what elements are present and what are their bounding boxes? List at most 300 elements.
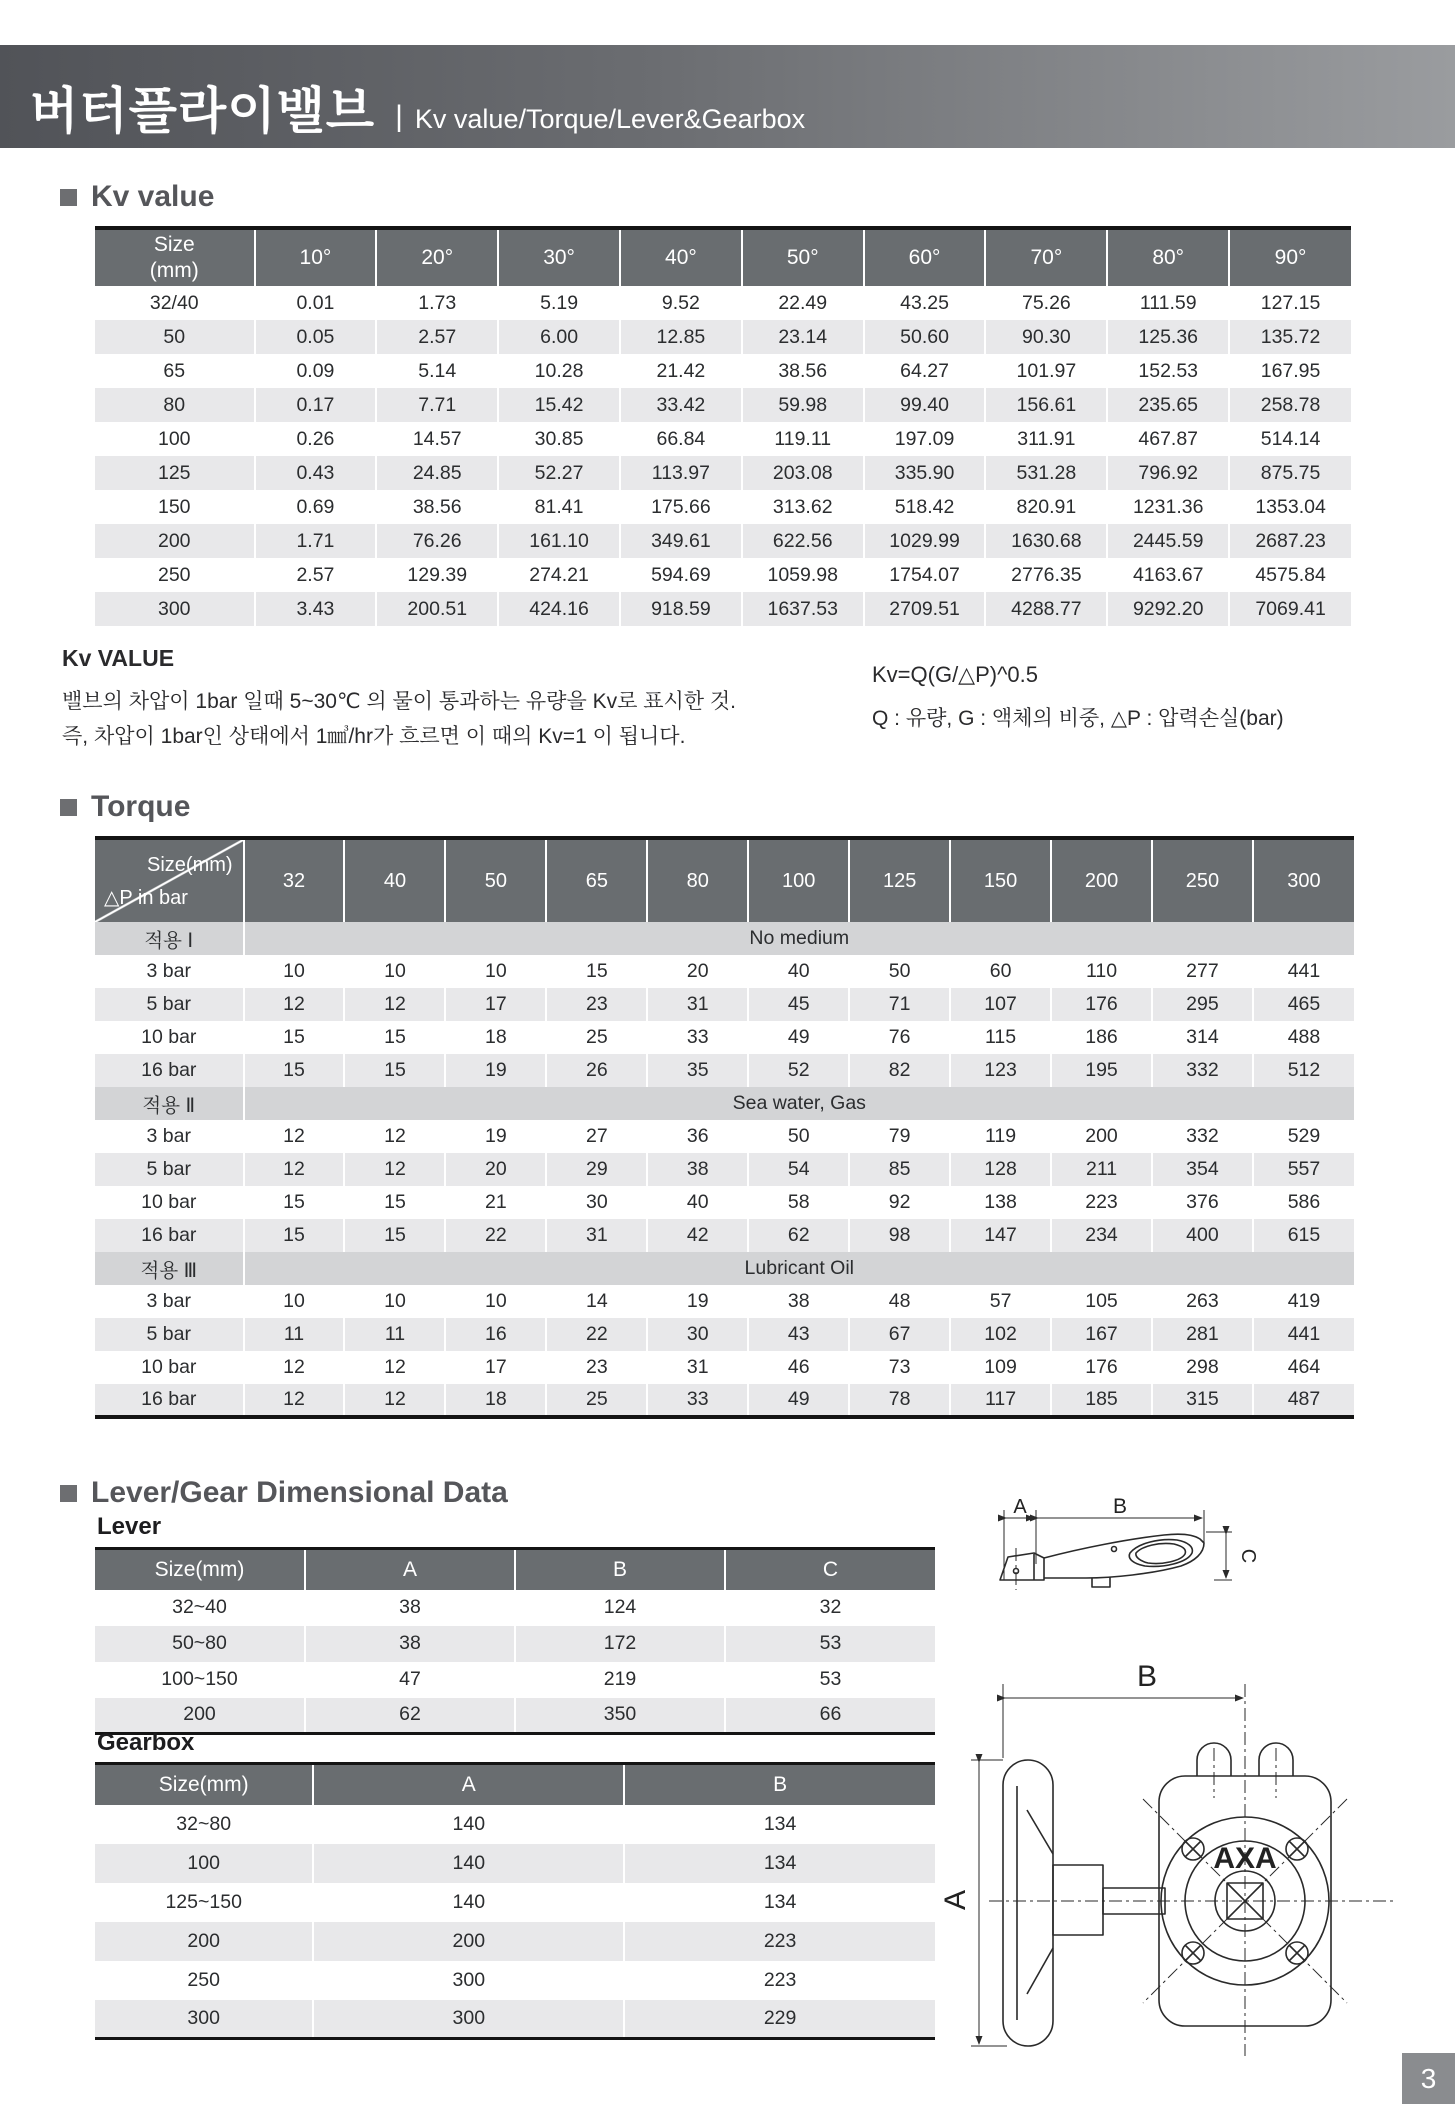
kv-header-cell: 60° [864, 228, 986, 286]
kv-size-cell: 150 [157, 495, 191, 518]
kv-value-cell: 4575.84 [1229, 558, 1351, 592]
torque-pressure-label-cell: 10 bar [141, 1191, 197, 1213]
kv-value-cell: 0.17 [255, 388, 377, 422]
dim-size-cell: 200 [95, 1698, 305, 1734]
torque-value-cell: 12 [344, 1384, 445, 1417]
table-row [95, 1186, 1354, 1219]
torque-value-cell: 23 [546, 1351, 647, 1384]
kv-size-cell: 65 [163, 359, 186, 382]
torque-size-header-cell: 65 [546, 838, 647, 922]
dim-size-cell: 50~80 [95, 1626, 305, 1662]
torque-value-cell: 79 [849, 1120, 950, 1153]
table-row [95, 1626, 935, 1662]
table-row [95, 1805, 935, 1844]
kv-value-cell: 81.41 [498, 490, 620, 524]
kv-value-cell: 2776.35 [985, 558, 1107, 592]
torque-value-cell: 58 [748, 1186, 849, 1219]
torque-value-cell: 76 [849, 1021, 950, 1054]
dim-value-cell: 140 [313, 1805, 624, 1844]
torque-value-cell: 15 [344, 1186, 445, 1219]
gearbox-drawing [939, 1658, 1425, 2063]
torque-value-cell: 45 [748, 988, 849, 1021]
torque-value-cell: 22 [445, 1219, 546, 1252]
table-row [95, 1883, 935, 1922]
dim-value-cell: 134 [624, 1844, 935, 1883]
torque-value-cell: 12 [244, 1351, 345, 1384]
table-row [95, 388, 1351, 422]
torque-value-cell: 488 [1253, 1021, 1354, 1054]
kv-value-cell: 424.16 [498, 592, 620, 626]
torque-value-cell: 25 [546, 1384, 647, 1417]
torque-value-cell: 185 [1051, 1384, 1152, 1417]
table-row [95, 1922, 935, 1961]
lever-table-container [95, 1547, 935, 1735]
torque-value-cell: 26 [546, 1054, 647, 1087]
torque-value-cell: 82 [849, 1054, 950, 1087]
gearbox-table-container [95, 1762, 935, 2040]
page-number-badge [1402, 2053, 1455, 2104]
gearbox-table-body [95, 1805, 935, 2039]
lever-table [95, 1547, 935, 1735]
kv-header-cell: Size (mm) [95, 228, 255, 286]
torque-value-cell: 277 [1152, 955, 1253, 988]
lever-table-body [95, 1590, 935, 1734]
torque-value-cell: 17 [445, 1351, 546, 1384]
kv-section-title-text: Kv value [91, 180, 215, 213]
lever-label: Lever [97, 1513, 162, 1540]
dim-value-cell: 53 [725, 1626, 935, 1662]
dim-size-cell: 250 [187, 1968, 220, 1991]
kv-value-cell: 14.57 [376, 422, 498, 456]
kv-table [95, 226, 1351, 626]
dim-value-cell: 134 [624, 1805, 935, 1844]
torque-value-cell: 12 [244, 1384, 345, 1417]
torque-value-cell: 12 [344, 1120, 445, 1153]
torque-value-cell: 33 [647, 1384, 748, 1417]
kv-value-cell: 1630.68 [985, 524, 1107, 558]
table-row [95, 1384, 1354, 1417]
torque-value-cell: 12 [244, 988, 345, 1021]
torque-pressure-label-cell: 16 bar [95, 1054, 244, 1087]
torque-group-label-cell: 적용 Ⅱ [95, 1087, 244, 1120]
kv-value-cell: 75.26 [985, 286, 1107, 320]
kv-value-cell: 918.59 [620, 592, 742, 626]
torque-value-cell: 25 [546, 1021, 647, 1054]
dim-size-cell: 300 [95, 2000, 313, 2039]
torque-value-cell: 18 [445, 1384, 546, 1417]
torque-value-cell: 234 [1051, 1219, 1152, 1252]
torque-section-title-text: Torque [91, 790, 191, 823]
torque-value-cell: 73 [849, 1351, 950, 1384]
kv-value-cell: 349.61 [620, 524, 742, 558]
torque-value-cell: 138 [950, 1186, 1051, 1219]
kv-value-cell: 4163.67 [1107, 558, 1229, 592]
table-row [95, 1318, 1354, 1351]
kv-value-cell: 111.59 [1107, 286, 1229, 320]
torque-value-cell: 19 [647, 1285, 748, 1318]
dim-header-cell: A [305, 1549, 515, 1590]
torque-value-cell: 20 [647, 955, 748, 988]
dim-size-cell: 100~150 [161, 1668, 238, 1690]
torque-corner-cell [95, 838, 244, 922]
torque-value-cell: 11 [344, 1318, 445, 1351]
torque-value-cell: 19 [445, 1054, 546, 1087]
torque-pressure-label-cell: 5 bar [95, 1318, 244, 1351]
torque-pressure-label-cell: 16 bar [95, 1219, 244, 1252]
dim-value-cell: 300 [313, 1961, 624, 2000]
dim-header-cell: Size(mm) [95, 1764, 313, 1805]
torque-value-cell: 200 [1051, 1120, 1152, 1153]
torque-value-cell: 30 [546, 1186, 647, 1219]
page-title: 버터플라이밸브 [30, 83, 376, 139]
torque-value-cell: 15 [344, 1219, 445, 1252]
torque-table-head-row [95, 838, 1354, 922]
torque-pressure-label-cell: 5 bar [95, 1153, 244, 1186]
kv-size-cell: 300 [95, 592, 255, 626]
torque-value-cell: 92 [849, 1186, 950, 1219]
kv-value-cell: 311.91 [985, 422, 1107, 456]
kv-value-cell: 7.71 [376, 388, 498, 422]
table-row [95, 1590, 935, 1626]
torque-size-header-cell: 125 [849, 838, 950, 922]
kv-table-head [95, 228, 1351, 286]
torque-pressure-label-cell: 3 bar [146, 960, 191, 982]
gearbox-table-head-row [95, 1764, 935, 1805]
torque-pressure-label-cell: 10 bar [141, 1356, 197, 1378]
kv-header-cell: 80° [1107, 228, 1229, 286]
table-row [95, 320, 1351, 354]
torque-value-cell: 38 [647, 1153, 748, 1186]
dim-header-cell: B [515, 1549, 725, 1590]
kv-table-body [95, 286, 1351, 626]
torque-value-cell: 102 [950, 1318, 1051, 1351]
torque-value-cell: 400 [1152, 1219, 1253, 1252]
table-row [95, 922, 1354, 955]
kv-value-cell: 152.53 [1107, 354, 1229, 388]
torque-value-cell: 46 [748, 1351, 849, 1384]
kv-value-cell: 1.73 [376, 286, 498, 320]
kv-value-cell: 52.27 [498, 456, 620, 490]
dim-value-cell: 223 [624, 1961, 935, 2000]
torque-group-medium-cell: Sea water, Gas [244, 1087, 1354, 1120]
dim-value-cell: 223 [624, 1922, 935, 1961]
torque-value-cell: 16 [445, 1318, 546, 1351]
kv-value-cell: 518.42 [864, 490, 986, 524]
kv-size-cell: 250 [157, 563, 191, 586]
torque-value-cell: 586 [1253, 1186, 1354, 1219]
torque-table-body [95, 922, 1354, 1417]
torque-value-cell: 62 [748, 1219, 849, 1252]
dim-value-cell: 200 [313, 1922, 624, 1961]
torque-value-cell: 54 [748, 1153, 849, 1186]
torque-pressure-label-cell: 3 bar [146, 1125, 191, 1147]
square-bullet-icon [60, 1485, 77, 1502]
torque-value-cell: 49 [748, 1384, 849, 1417]
torque-value-cell: 12 [244, 1153, 345, 1186]
torque-value-cell: 10 [244, 1285, 345, 1318]
torque-value-cell: 223 [1051, 1186, 1152, 1219]
torque-pressure-label-cell: 5 bar [95, 988, 244, 1021]
torque-value-cell: 315 [1152, 1384, 1253, 1417]
kv-formula-block [872, 662, 1284, 732]
kv-header-cell: 50° [742, 228, 864, 286]
torque-table-head [95, 838, 1354, 922]
kv-value-cell: 258.78 [1229, 388, 1351, 422]
kv-header-cell: 20° [376, 228, 498, 286]
kv-value-cell: 38.56 [376, 490, 498, 524]
torque-value-cell: 50 [849, 955, 950, 988]
gearbox-shaft-size-label: AXA [1213, 1842, 1277, 1875]
gearbox-table-head [95, 1764, 935, 1805]
lever-dim-a-label: A [1013, 1496, 1027, 1518]
torque-value-cell: 15 [244, 1219, 345, 1252]
kv-value-cell: 175.66 [620, 490, 742, 524]
torque-size-header-cell: 32 [244, 838, 345, 922]
kv-value-cell: 9292.20 [1107, 592, 1229, 626]
dim-value-cell: 219 [515, 1662, 725, 1698]
torque-value-cell: 18 [445, 1021, 546, 1054]
kv-value-cell: 200.51 [376, 592, 498, 626]
torque-value-cell: 123 [950, 1054, 1051, 1087]
torque-pressure-label-cell: 3 bar [146, 1290, 191, 1312]
torque-value-cell: 98 [849, 1219, 950, 1252]
torque-size-header-cell: 100 [748, 838, 849, 922]
corner-dp-label: △P in bar [104, 887, 188, 909]
kv-value-cell: 2.57 [376, 320, 498, 354]
dim-header-cell: B [624, 1764, 935, 1805]
kv-value-cell: 3.43 [255, 592, 377, 626]
dim-value-cell: 53 [725, 1662, 935, 1698]
kv-value-cell: 167.95 [1229, 354, 1351, 388]
torque-value-cell: 332 [1152, 1120, 1253, 1153]
torque-value-cell: 15 [344, 1021, 445, 1054]
table-row [95, 456, 1351, 490]
torque-size-header-cell: 40 [344, 838, 445, 922]
kv-value-cell: 1353.04 [1229, 490, 1351, 524]
table-row [95, 955, 1354, 988]
dim-header-cell: A [313, 1764, 624, 1805]
lever-table-head-row [95, 1549, 935, 1590]
kv-value-cell: 5.14 [376, 354, 498, 388]
torque-value-cell: 67 [849, 1318, 950, 1351]
kv-value-cell: 1231.36 [1107, 490, 1229, 524]
kv-value-cell: 1029.99 [864, 524, 986, 558]
dim-size-cell: 32~80 [176, 1812, 232, 1835]
kv-value-cell: 875.75 [1229, 456, 1351, 490]
torque-value-cell: 52 [748, 1054, 849, 1087]
kv-header-cell: 10° [255, 228, 377, 286]
kv-value-cell: 0.26 [255, 422, 377, 456]
torque-group-medium-cell: Lubricant Oil [244, 1252, 1354, 1285]
lever-gear-section-title [60, 1476, 508, 1510]
dim-value-cell: 140 [313, 1883, 624, 1922]
kv-value-cell: 43.25 [864, 286, 986, 320]
kv-value-cell: 119.11 [742, 422, 864, 456]
table-row [95, 286, 1351, 320]
kv-value-cell: 135.72 [1229, 320, 1351, 354]
torque-value-cell: 117 [950, 1384, 1051, 1417]
kv-value-cell: 99.40 [864, 388, 986, 422]
kv-value-cell: 23.14 [742, 320, 864, 354]
torque-value-cell: 529 [1253, 1120, 1354, 1153]
kv-table-head-row [95, 228, 1351, 286]
kv-value-cell: 125.36 [1107, 320, 1229, 354]
torque-value-cell: 31 [647, 988, 748, 1021]
torque-value-cell: 15 [546, 955, 647, 988]
table-row [95, 1844, 935, 1883]
torque-value-cell: 31 [647, 1351, 748, 1384]
dim-header-cell: C [725, 1549, 935, 1590]
kv-value-cell: 129.39 [376, 558, 498, 592]
table-row [95, 422, 1351, 456]
kv-value-cell: 274.21 [498, 558, 620, 592]
kv-value-cell: 0.43 [255, 456, 377, 490]
dim-size-cell: 100 [95, 1844, 313, 1883]
kv-value-cell: 12.85 [620, 320, 742, 354]
torque-value-cell: 441 [1253, 1318, 1354, 1351]
torque-size-header-cell: 50 [445, 838, 546, 922]
gearbox-table [95, 1762, 935, 2040]
kv-value-cell: 127.15 [1229, 286, 1351, 320]
kv-value-cell: 594.69 [620, 558, 742, 592]
kv-note-line1: 밸브의 차압이 1bar 일때 5~30℃ 의 물이 통과하는 유량을 Kv로 표시한 것. [62, 690, 737, 713]
torque-value-cell: 42 [647, 1219, 748, 1252]
kv-value-cell: 2687.23 [1229, 524, 1351, 558]
table-row [95, 1153, 1354, 1186]
torque-value-cell: 15 [244, 1054, 345, 1087]
kv-note-line2: 즉, 차압이 1bar인 상태에서 1㎣/hr가 흐르면 이 때의 Kv=1 이 됩니다. [62, 725, 686, 748]
kv-value-cell: 0.05 [255, 320, 377, 354]
dim-size-cell: 32~40 [172, 1596, 227, 1618]
lever-dim-b-label: B [1112, 1495, 1128, 1518]
torque-value-cell: 110 [1051, 955, 1152, 988]
torque-value-cell: 20 [445, 1153, 546, 1186]
torque-value-cell: 10 [244, 955, 345, 988]
table-row [95, 1351, 1354, 1384]
torque-value-cell: 376 [1152, 1186, 1253, 1219]
torque-value-cell: 107 [950, 988, 1051, 1021]
kv-value-cell: 1059.98 [742, 558, 864, 592]
kv-value-cell: 38.56 [742, 354, 864, 388]
torque-value-cell: 35 [647, 1054, 748, 1087]
lever-gear-section-title-text: Lever/Gear Dimensional Data [91, 1476, 508, 1509]
kv-value-cell: 2.57 [255, 558, 377, 592]
kv-value-cell: 4288.77 [985, 592, 1107, 626]
torque-pressure-label-cell: 10 bar [141, 1026, 197, 1048]
torque-value-cell: 263 [1152, 1285, 1253, 1318]
lever-table-head [95, 1549, 935, 1590]
table-row [95, 490, 1351, 524]
kv-size-cell: 100 [157, 427, 191, 450]
torque-value-cell: 29 [546, 1153, 647, 1186]
dim-value-cell: 38 [305, 1590, 515, 1626]
kv-value-cell: 2709.51 [864, 592, 986, 626]
torque-value-cell: 195 [1051, 1054, 1152, 1087]
kv-value-cell: 235.65 [1107, 388, 1229, 422]
kv-value-cell: 0.01 [255, 286, 377, 320]
torque-size-header-cell: 80 [647, 838, 748, 922]
kv-value-cell: 161.10 [498, 524, 620, 558]
kv-value-cell: 622.56 [742, 524, 864, 558]
kv-value-cell: 203.08 [742, 456, 864, 490]
torque-value-cell: 85 [849, 1153, 950, 1186]
kv-value-cell: 30.85 [498, 422, 620, 456]
table-row [95, 558, 1351, 592]
kv-value-cell: 101.97 [985, 354, 1107, 388]
torque-section-title [60, 790, 190, 824]
torque-value-cell: 19 [445, 1120, 546, 1153]
torque-value-cell: 23 [546, 988, 647, 1021]
kv-value-cell: 10.28 [498, 354, 620, 388]
torque-value-cell: 31 [546, 1219, 647, 1252]
kv-size-cell: 125 [95, 456, 255, 490]
torque-value-cell: 109 [950, 1351, 1051, 1384]
torque-value-cell: 176 [1051, 1351, 1152, 1384]
table-row [95, 1285, 1354, 1318]
kv-size-cell: 200 [95, 524, 255, 558]
torque-value-cell: 147 [950, 1219, 1051, 1252]
torque-value-cell: 15 [344, 1054, 445, 1087]
torque-value-cell: 512 [1253, 1054, 1354, 1087]
table-row [95, 1662, 935, 1698]
torque-pressure-label-cell: 16 bar [95, 1384, 244, 1417]
torque-value-cell: 128 [950, 1153, 1051, 1186]
page-number: 3 [1420, 2062, 1437, 2094]
torque-value-cell: 354 [1152, 1153, 1253, 1186]
torque-value-cell: 27 [546, 1120, 647, 1153]
kv-size-cell: 50 [95, 320, 255, 354]
torque-value-cell: 48 [849, 1285, 950, 1318]
table-row [95, 1252, 1354, 1285]
kv-formula: Kv=Q(G/△P)^0.5 [872, 662, 1039, 687]
kv-value-cell: 1754.07 [864, 558, 986, 592]
dim-value-cell: 66 [725, 1698, 935, 1734]
torque-value-cell: 57 [950, 1285, 1051, 1318]
torque-value-cell: 295 [1152, 988, 1253, 1021]
kv-note [62, 645, 736, 754]
kv-value-cell: 22.49 [742, 286, 864, 320]
table-row [95, 1021, 1354, 1054]
kv-value-cell: 1637.53 [742, 592, 864, 626]
kv-value-cell: 90.30 [985, 320, 1107, 354]
kv-header-cell: 30° [498, 228, 620, 286]
kv-value-cell: 197.09 [864, 422, 986, 456]
dim-value-cell: 47 [305, 1662, 515, 1698]
lever-dim-c-label: C [1237, 1548, 1259, 1564]
gearbox-dim-b-label: B [1136, 1660, 1158, 1693]
torque-value-cell: 314 [1152, 1021, 1253, 1054]
torque-value-cell: 17 [445, 988, 546, 1021]
kv-value-cell: 531.28 [985, 456, 1107, 490]
torque-value-cell: 557 [1253, 1153, 1354, 1186]
dim-value-cell: 134 [624, 1883, 935, 1922]
torque-value-cell: 298 [1152, 1351, 1253, 1384]
torque-value-cell: 15 [244, 1021, 345, 1054]
square-bullet-icon [60, 189, 77, 206]
kv-value-cell: 0.69 [255, 490, 377, 524]
dim-header-cell: Size(mm) [95, 1549, 305, 1590]
dim-value-cell: 38 [305, 1626, 515, 1662]
dim-size-cell: 200 [95, 1922, 313, 1961]
page-subtitle: Kv value/Torque/Lever&Gearbox [414, 104, 806, 134]
torque-value-cell: 10 [445, 955, 546, 988]
torque-value-cell: 50 [748, 1120, 849, 1153]
torque-value-cell: 465 [1253, 988, 1354, 1021]
torque-value-cell: 487 [1253, 1384, 1354, 1417]
kv-value-cell: 76.26 [376, 524, 498, 558]
kv-value-cell: 5.19 [498, 286, 620, 320]
torque-value-cell: 167 [1051, 1318, 1152, 1351]
